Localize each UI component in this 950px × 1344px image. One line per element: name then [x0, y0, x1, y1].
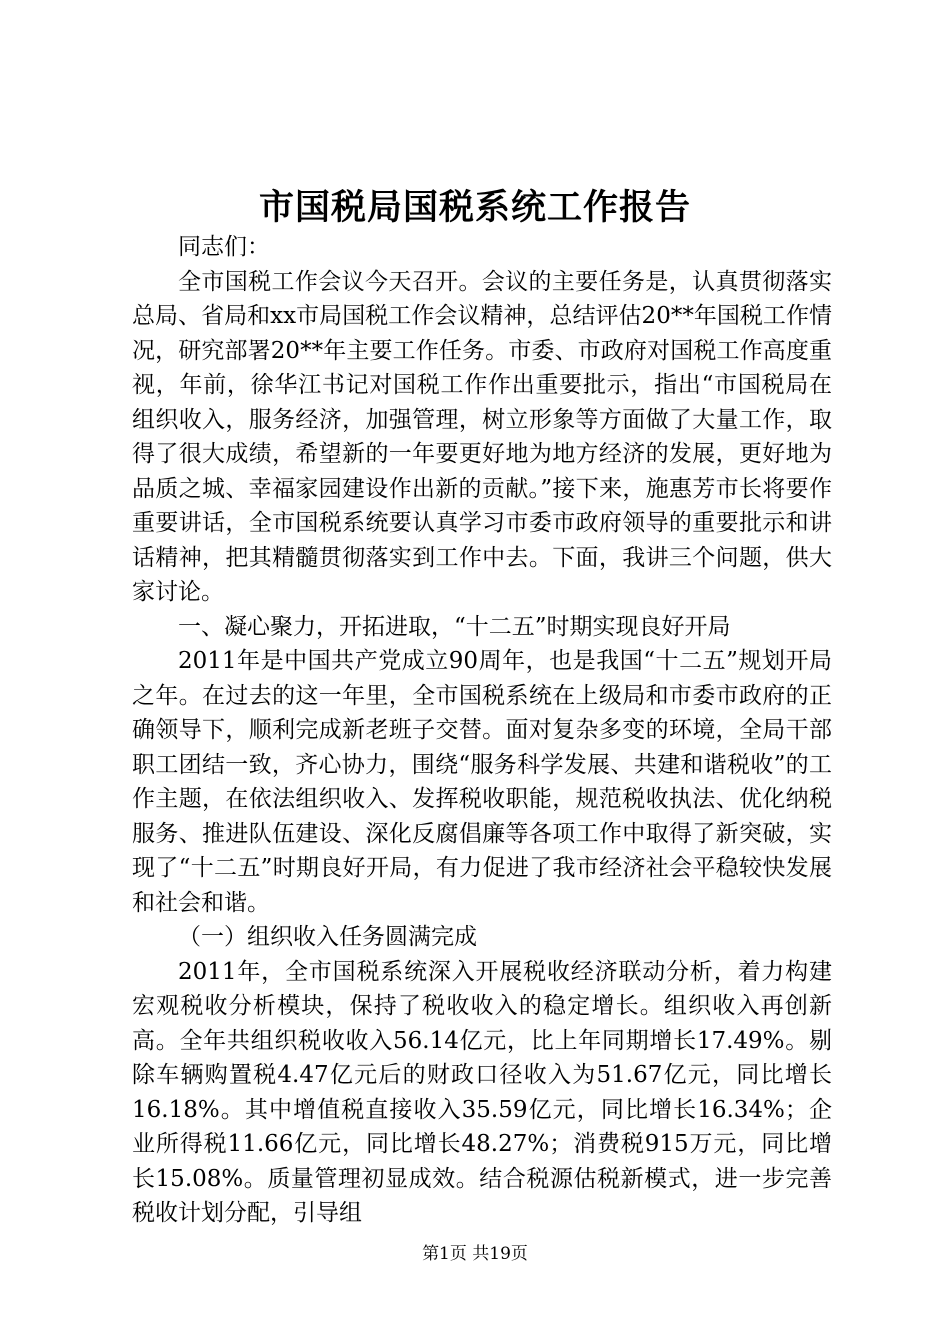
paragraph-intro: 全市国税工作会议今天召开。会议的主要任务是，认真贯彻落实总局、省局和xx市局国税工作会议精神，总结评估20**年国税工作情况，研究部署20**年主要工作任务。市委、市政府对国税工作高度重视，年前，徐华江书记对国税工作作出重要批示，指出“市国税局在组织收入，服务经济，加强管理，树立形象等方面做了大量工作，取得了很大成绩，希望新的一年要更好地为地方经济的发展，更好地为品质之城、幸福家园建设作出新的贡献。”接下来，施惠芳市长将要作重要讲话，全市国税系统要认真学习市委市政府领导的重要批示和讲话精神，把其精髓贯彻落实到工作中去。下面，我讲三个问题，供大家讨论。	[132, 268, 832, 605]
paragraph-section-1: 2011年是中国共产党成立90周年，也是我国“十二五”规划开局之年。在过去的这一年里，全市国税系统在上级局和市委市政府的正确领导下，顺利完成新老班子交替。面对复杂多变的环境，全局干部职工团结一致，齐心协力，围绕“服务科学发展、共建和谐税收”的工作主题，在依法组织收入、发挥税收职能，规范税收执法、优化纳税服务、推进队伍建设、深化反腐倡廉等各项工作中取得了新突破，实现了“十二五”时期良好开局，有力促进了我市经济社会平稳较快发展和社会和谐。	[132, 648, 832, 916]
section-heading-1: 一、凝心聚力，开拓进取，“十二五”时期实现良好开局	[178, 613, 731, 640]
salutation: 同志们：	[178, 234, 270, 260]
document-body	[132, 230, 832, 1231]
subsection-heading-1: （一）组织收入任务圆满完成	[178, 924, 477, 950]
page-footer: 第1页 共19页	[422, 1244, 528, 1264]
paragraph-subsection-1: 2011年，全市国税系统深入开展税收经济联动分析，着力构建宏观税收分析模块，保持了税收收入的稳定增长。组织收入再创新高。全年共组织税收收入56.14亿元，比上年同期增长17.49%。剔除车辆购置税4.47亿元后的财政口径收入为51.67亿元，同比增长16.18%。其中增值税直接收入35.59亿元，同比增长16.34%；企业所得税11.66亿元，同比增长48.27%；消费税915万元，同比增长15.08%。质量管理初显成效。结合税源估税新模式，进一步完善税收计划分配，引导组	[132, 958, 832, 1226]
document-title: 市国税局国税系统工作报告	[258, 187, 691, 228]
